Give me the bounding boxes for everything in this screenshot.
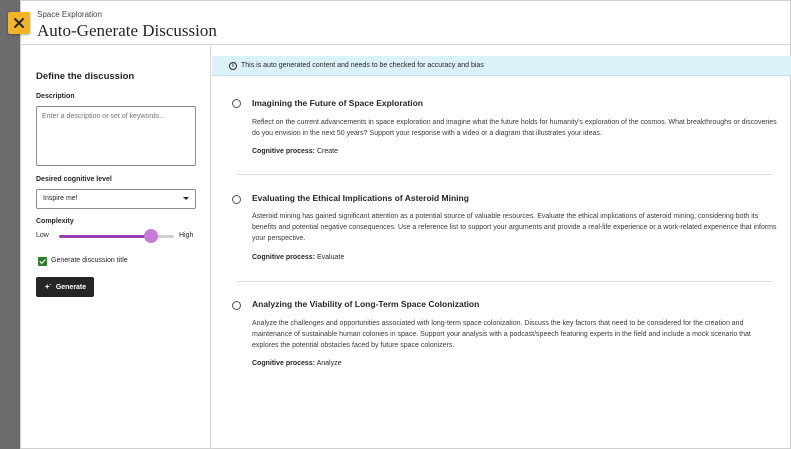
disclaimer-text: This is auto generated content and needs to be checked for accuracy and bias — [241, 62, 484, 69]
cognitive-process-value: Create — [316, 148, 338, 155]
close-icon — [14, 18, 24, 28]
complexity-slider-thumb[interactable] — [144, 229, 158, 243]
page-title: Auto-Generate Discussion — [37, 21, 217, 40]
option-body: Asteroid mining has gained significant attention as a potential source of valuable resources. Evaluate the ethical implications of asteroid mining, considering both its benefits and potential negative consequences. Use a reference list to support your arguments and provide a real-life experience or a work-related experience that informs your perspective. — [252, 213, 777, 242]
disclaimer-banner — [212, 56, 791, 76]
generate-button[interactable] — [36, 277, 94, 297]
option-title: Evaluating the Ethical Implications of Asteroid Mining — [252, 193, 469, 203]
generate-button-label: Generate — [55, 283, 87, 291]
sparkle-icon — [44, 283, 52, 291]
define-discussion-panel — [21, 46, 211, 449]
breadcrumb: Space Exploration — [37, 10, 102, 19]
cognitive-process-value: Evaluate — [316, 254, 345, 261]
generate-title-label: Generate discussion title — [51, 257, 128, 264]
cognitive-level-select[interactable] — [36, 189, 196, 209]
cognitive-level-value: Inspire me! — [43, 195, 78, 202]
generate-title-checkbox[interactable] — [38, 257, 47, 266]
panel-heading: Define the discussion — [36, 71, 135, 82]
dialog-header — [21, 1, 791, 45]
option-body: Reflect on the current advancements in space exploration and imagine what the future holds for humanity's exploration of the cosmos. What breakthroughs or discoveries do you envision in the next 50 years? Support your response with a video or a diagram that illustrates your ideas. — [252, 119, 777, 137]
generated-results — [212, 46, 791, 449]
option-title: Imagining the Future of Space Exploration — [252, 98, 423, 108]
checkmark-icon — [39, 258, 46, 265]
info-icon: i — [229, 62, 237, 70]
option-cognitive-process — [252, 148, 338, 155]
cognitive-process-value: Analyze — [316, 360, 342, 367]
option-body: Analyze the challenges and opportunities associated with long-term space colonization. Discuss the key factors that need to be considered for the creation and maintenance of sustainable human colonies in space. Support your analysis with a podcast/speech featuring experts in the field and include a mock scenario that explores the potential obstacles faced by future space colonizers. — [252, 320, 751, 349]
description-input[interactable] — [36, 106, 196, 166]
cognitive-process-label: Cognitive process: — [252, 254, 316, 261]
option-title: Analyzing the Viability of Long-Term Space Colonization — [252, 299, 480, 309]
divider — [236, 281, 773, 282]
option-radio[interactable] — [232, 301, 241, 310]
auto-generate-dialog — [20, 0, 791, 449]
divider — [236, 174, 773, 175]
complexity-slider-fill — [59, 235, 151, 238]
chevron-down-icon — [183, 197, 189, 200]
complexity-high-label: High — [179, 232, 194, 239]
close-button[interactable] — [8, 12, 30, 34]
cognitive-level-label: Desired cognitive level — [36, 176, 112, 183]
option-cognitive-process — [252, 360, 341, 367]
complexity-low-label: Low — [36, 232, 49, 239]
complexity-label: Complexity — [36, 218, 74, 225]
cognitive-process-label: Cognitive process: — [252, 360, 316, 367]
option-radio[interactable] — [232, 195, 241, 204]
description-label: Description — [36, 93, 75, 100]
option-cognitive-process — [252, 254, 344, 261]
page-backdrop — [0, 0, 20, 449]
cognitive-process-label: Cognitive process: — [252, 148, 316, 155]
option-radio[interactable] — [232, 99, 241, 108]
